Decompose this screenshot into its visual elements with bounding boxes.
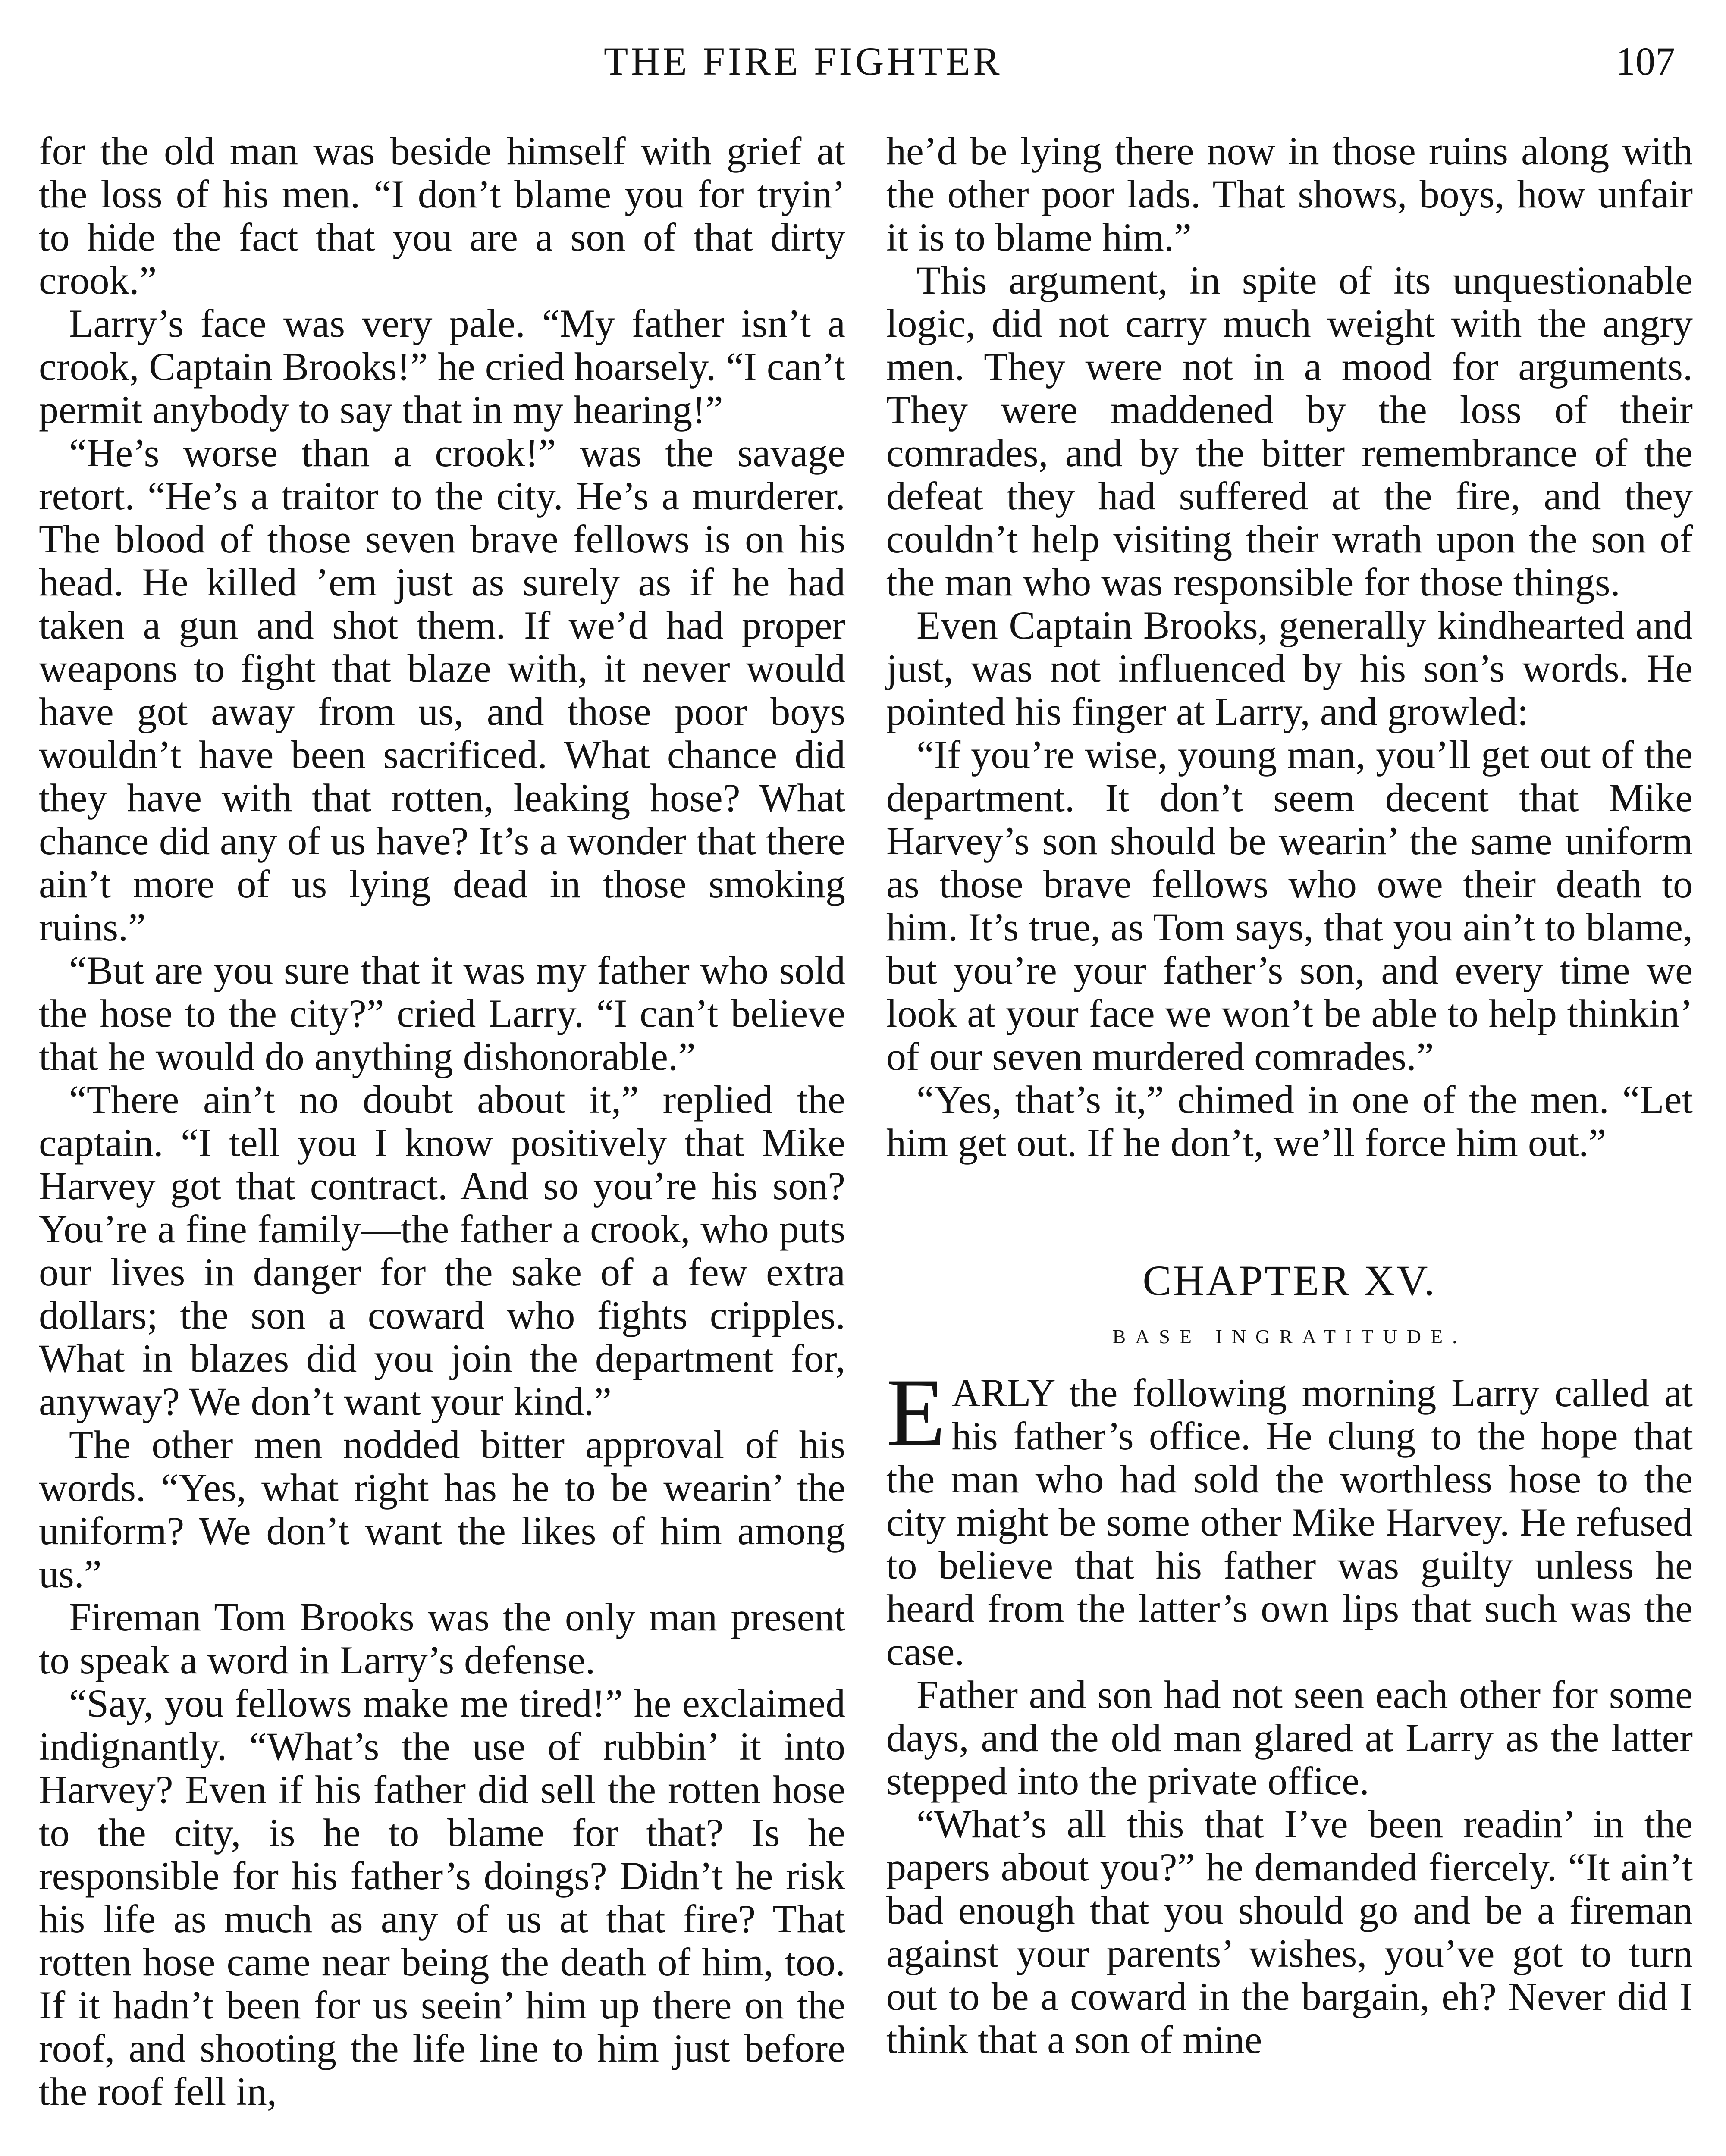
paragraph: “He’s worse than a crook!” was the savage retort. “He’s a traitor to the city. He’s a murderer. The blood of those seven brave fellows is on his head. He killed ’em just as surely as if he had taken a gun and shot them. If we’d had proper weapons to fight that blaze with, it never would have got away from us, and those poor boys wouldn’t have been sacrificed. What chance did they have with that rotten, leaking hose? What chance did any of us have? It’s a wonder that there ain’t more of us lying dead in those smoking ruins.”: [39, 431, 845, 949]
paragraph: “Yes, that’s it,” chimed in one of the men. “Let him get out. If he don’t, we’ll force him out.”: [886, 1078, 1693, 1165]
paragraph: Even Captain Brooks, generally kindhearted and just, was not influenced by his son’s words. He pointed his finger at Larry, and growled:: [886, 603, 1693, 733]
chapter-subtitle: BASE INGRATITUDE.: [1112, 1326, 1467, 1348]
page-number: 107: [1616, 39, 1675, 83]
paragraph: The other men nodded bitter approval of his words. “Yes, what right has he to be wearin’ the uniform? We don’t want the likes of him among us.”: [39, 1423, 845, 1596]
paragraph: “What’s all this that I’ve been readin’ in the papers about you?” he demanded fiercely. “It ain’t bad enough that you should go and be a fireman against your parents’ wishes, you’ve got to turn out to be a coward in the bargain, eh? Never did I think that a son of mine: [886, 1802, 1693, 2062]
paragraph: “If you’re wise, young man, you’ll get out of the department. It don’t seem decent that Mike Harvey’s son should be wearin’ the same uniform as those brave fellows who owe their death to him. It’s true, as Tom says, that you ain’t to blame, but you’re your father’s son, and every time we look at your face we won’t be able to help thinkin’ of our seven murdered comrades.”: [886, 733, 1693, 1078]
running-title: THE FIRE FIGHTER: [604, 39, 1003, 83]
paragraph: Father and son had not seen each other for some days, and the old man glared at Larry as the latter stepped into the private office.: [886, 1673, 1693, 1803]
paragraph: “There ain’t no doubt about it,” replied the captain. “I tell you I know positively that Mike Harvey got that contract. And so you’re his son? You’re a fine family—the father a crook, who puts our lives in danger for the sake of a few extra dollars; the son a coward who fights cripples. What in blazes did you join the department for, anyway? We don’t want your kind.”: [39, 1078, 845, 1423]
paragraph: Fireman Tom Brooks was the only man present to speak a word in Larry’s defense.: [39, 1595, 845, 1682]
paragraph: This argument, in spite of its unquestionable logic, did not carry much weight with the angry men. They were not in a mood for arguments. They were maddened by the loss of their comrades, and by the bitter remembrance of the defeat they had suffered at the fire, and they couldn’t help visiting their wrath upon the son of the man who was responsible for those things.: [886, 258, 1693, 604]
paragraph: he’d be lying there now in those ruins along with the other poor lads. That shows, boys, how unfair it is to blame him.”: [886, 129, 1693, 259]
paragraph: for the old man was beside himself with grief at the loss of his men. “I don’t blame you for tryin’ to hide the fact that you are a son of that dirty crook.”: [39, 129, 845, 302]
paragraph: “Say, you fellows make me tired!” he exclaimed indignantly. “What’s the use of rubbin’ it into Harvey? Even if his father did sell the rotten hose to the city, is he to blame for that? Is he responsible for his father’s doings? Didn’t he risk his life as much as any of us at that fire? That rotten hose came near being the death of him, too. If it hadn’t been for us seein’ him up there on the roof, and shooting the life line to him just before the roof fell in,: [39, 1681, 845, 2113]
chapter-heading: CHAPTER XV.: [1142, 1257, 1437, 1304]
paragraph: “But are you sure that it was my father who sold the hose to the city?” cried Larry. “I can’t believe that he would do anything dishonorable.”: [39, 948, 845, 1078]
drop-cap: E: [886, 1358, 946, 1466]
opening-text: ARLY the following morning Larry called at his father’s office. He clung to the hope that the man who had sold the worthless hose to the city might be some other Mike Harvey. He refused to believe that his father was guilty unless he heard from the latter’s own lips that such was the case.: [886, 1371, 1693, 1673]
right-column: [886, 129, 1693, 2061]
left-column: [39, 129, 845, 2113]
chapter-opening-paragraph: [886, 1358, 1693, 1673]
paragraph: Larry’s face was very pale. “My father isn’t a crook, Captain Brooks!” he cried hoarsely. “I can’t permit anybody to say that in my hearing!”: [39, 301, 845, 432]
